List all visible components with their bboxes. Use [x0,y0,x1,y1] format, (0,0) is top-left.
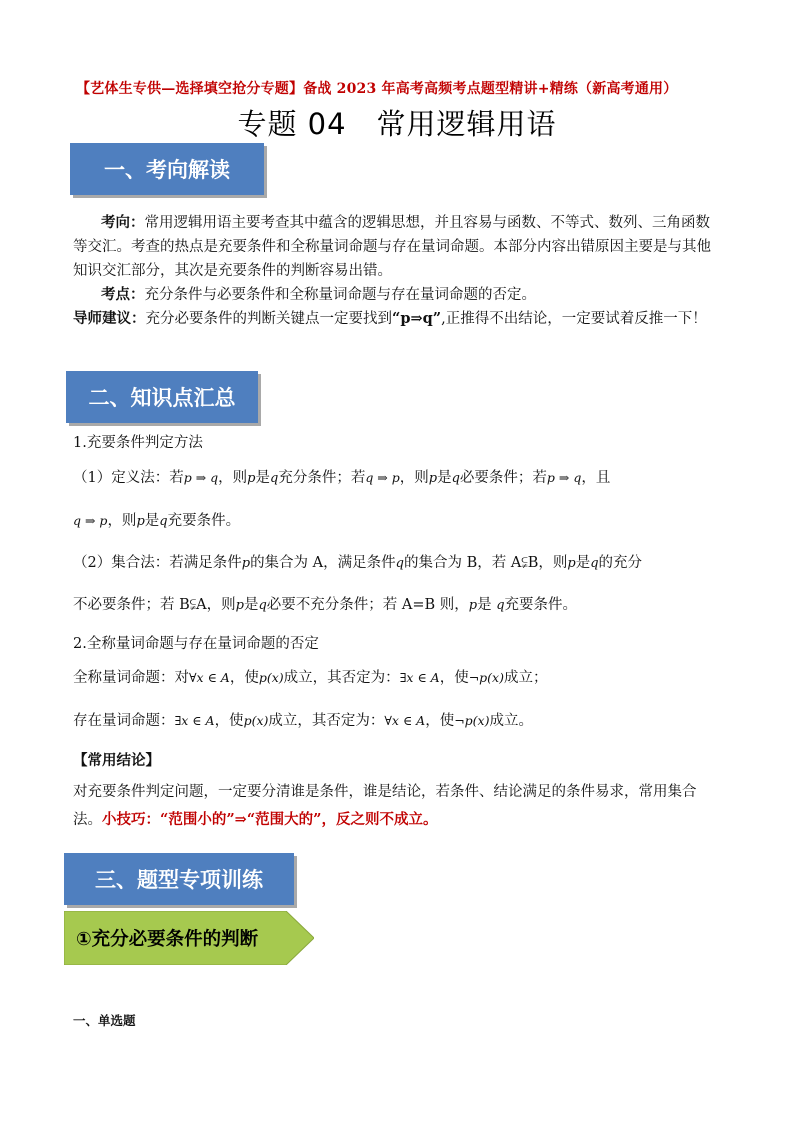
math-p-imp-q: p ⇒ q [546,470,582,485]
conclusion-label: 【常用结论】 [73,752,160,769]
math-q: q [590,556,599,571]
exist-text-b2: ，使 [425,713,455,729]
exist-text-c: 成立。 [489,713,533,729]
set-method-line-2 [73,593,577,614]
set-text-f: 必要不充分条件；若 A=B 则， [266,597,469,613]
universal-line [73,666,547,687]
section-heading-1-label: 一、考向解读 [104,158,230,182]
math-p: p [247,471,256,486]
kaoxiang-paragraph [73,211,723,283]
math-not-px: ¬p(x) [454,713,490,728]
exist-text-c1: 成立，其否定为： [268,713,385,729]
math-p-imp-q: p ⇒ q [183,470,219,485]
daoshi-text-a: 充分必要条件的判断关键点一定要找到 [145,311,392,327]
daoshi-paragraph [73,307,723,331]
math-not-px: ¬p(x) [468,670,504,685]
def-text-b2: ，则 [399,470,429,486]
def-text-c3: 是 [144,513,160,529]
subheading-arrow [64,911,314,965]
part-title: 一、单选题 [73,1013,136,1028]
math-exists: ∃x ∈ A [399,670,440,685]
univ-text-d: 成立； [503,670,548,686]
daoshi-label: 导师建议： [73,310,146,327]
math-p: p [136,514,145,529]
kaodian-label: 考点： [101,286,145,303]
set-method-line-1 [73,551,642,572]
univ-text-a: 全称量词命题：对 [73,670,189,686]
def-text-f: ，且 [581,470,611,486]
def-text-e: 必要条件；若 [459,470,547,486]
math-p: p [235,598,244,613]
def-text-c2: 是 [437,470,452,486]
existential-line [73,709,533,730]
math-p: p [428,471,438,486]
math-q: q [395,556,404,571]
math-q: q [159,514,168,529]
math-exists: ∃x ∈ A [174,713,215,728]
tip-text: 小技巧：“范围小的”⇒“范围大的”，反之则不成立。 [102,811,438,828]
def-text-a: （1）定义法：若 [73,470,184,486]
set-text-e: 不必要条件；若 B⫋A，则 [73,597,236,613]
kaoxiang-text: 常用逻辑用语主要考查其中蕴含的逻辑思想，并且容易与函数、不等式、数列、三角函数等交汇。考查的热点是充要条件和全称量词命题与存在量词命题。本部分内容出错原因主要是与其他知识交汇部分，其次是充要条件的判断容易出错。 [73,215,711,279]
math-p: p [567,556,576,571]
set-text-b: 的集合为 A，满足条件 [250,555,396,571]
kaodian-text: 充分条件与必要条件和全称量词命题与存在量词命题的否定。 [144,287,536,303]
section-heading-3-label: 三、题型专项训练 [95,868,263,892]
set-text-a: （2）集合法：若满足条件 [73,555,242,571]
conclusion-paragraph [73,778,723,834]
conclusion-text: 对充要条件判定问题，一定要分清谁是条件，谁是结论，若条件、结论满足的条件易求，常用集合法。 [73,784,697,828]
section-heading-2-label: 二、知识点汇总 [88,386,236,410]
math-p: p [468,598,478,613]
subheading-label: ①充分必要条件的判断 [76,929,259,950]
def-text-g: 充要条件。 [167,513,241,529]
math-q-imp-p: q ⇒ p [365,470,400,485]
item1-title: 1.充要条件判定方法 [73,435,203,451]
definition-line-1 [73,466,610,487]
math-q: q [451,471,460,486]
math-q-imp-p: q ⇒ p [73,513,108,528]
definition-line-2 [73,509,240,530]
set-text-shi2: 是 [243,597,259,613]
set-text-d: 的充分 [598,555,643,571]
section-heading-2 [66,371,258,423]
set-text-c: 的集合为 B，若 A⫋B，则 [403,555,568,571]
section-heading-3 [64,853,294,905]
set-text-g: 充要条件。 [504,597,578,613]
daoshi-text-b: ,正推得不出结论，一定要试着反推一下！ [441,311,707,327]
header-banner: 【艺体生专供—选择填空抢分专题】备战 2023 年高考高频考点题型精讲+精练（新高考通用） [76,81,678,97]
math-px: p(x) [258,670,284,685]
item2-title: 2.全称量词命题与存在量词命题的否定 [73,636,319,652]
math-forall: ∀x ∈ A [384,713,426,728]
page-title: 专题 04 常用逻辑用语 [237,107,557,141]
kaoxiang-label: 考向： [101,214,145,231]
math-q: q [496,598,505,613]
def-text-b: ，则 [218,470,248,486]
kaodian-paragraph [73,283,723,307]
def-text-c: 是 [255,470,270,486]
math-forall: ∀x ∈ A [189,670,230,685]
univ-text-b2: ，使 [439,670,469,686]
section-heading-1 [70,143,264,195]
def-text-b3: ，则 [107,513,137,529]
def-text-d: 充分条件；若 [278,470,366,486]
math-px: p(x) [243,713,269,728]
univ-text-b: ，使 [229,670,259,686]
univ-text-c: 成立，其否定为： [283,670,400,686]
math-q: q [258,598,267,613]
math-q: q [270,471,279,486]
math-p: p [241,556,251,571]
section1-body [73,211,723,331]
set-text-shi3: 是 [477,597,492,613]
set-text-shi: 是 [575,555,591,571]
exist-text-a: 存在量词命题： [73,713,175,729]
daoshi-key: “p⇒q” [392,310,442,327]
exist-text-b: ，使 [214,713,244,729]
